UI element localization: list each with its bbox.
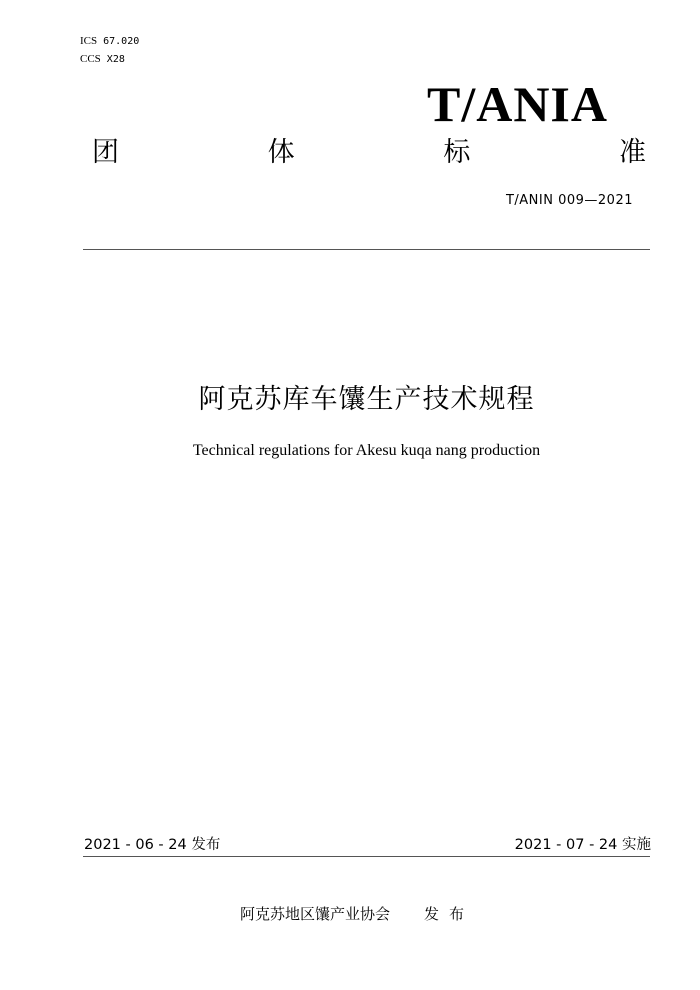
issue-date: 2021 - 06 - 24 发布	[84, 837, 221, 853]
top-divider	[83, 249, 650, 250]
publish-action: 发布	[424, 905, 475, 923]
document-title-zh: 阿克苏库车馕生产技术规程	[198, 384, 535, 415]
ccs-code: X28	[106, 54, 125, 65]
standard-type-char: 准	[618, 137, 646, 168]
publisher-name: 阿克苏地区馕产业协会	[240, 905, 391, 923]
publisher-line	[240, 904, 474, 924]
ccs-classification	[80, 52, 125, 67]
standard-type-char: 体	[267, 137, 295, 168]
ics-classification	[80, 34, 139, 49]
implementation-date: 2021 - 07 - 24 实施	[514, 837, 651, 853]
ics-label: ICS	[80, 35, 98, 47]
document-title-en: Technical regulations for Akesu kuqa nang production	[192, 442, 541, 459]
bottom-divider	[83, 856, 650, 857]
standard-type-heading	[92, 136, 646, 170]
ics-code: 67.020	[103, 36, 140, 47]
brand-logo-text: T/ANIA	[426, 76, 608, 132]
ccs-label: CCS	[80, 53, 101, 65]
standard-type-char: 团	[92, 137, 119, 168]
standard-type-char: 标	[443, 137, 471, 168]
standard-number: T/ANIN 009—2021	[505, 193, 633, 208]
